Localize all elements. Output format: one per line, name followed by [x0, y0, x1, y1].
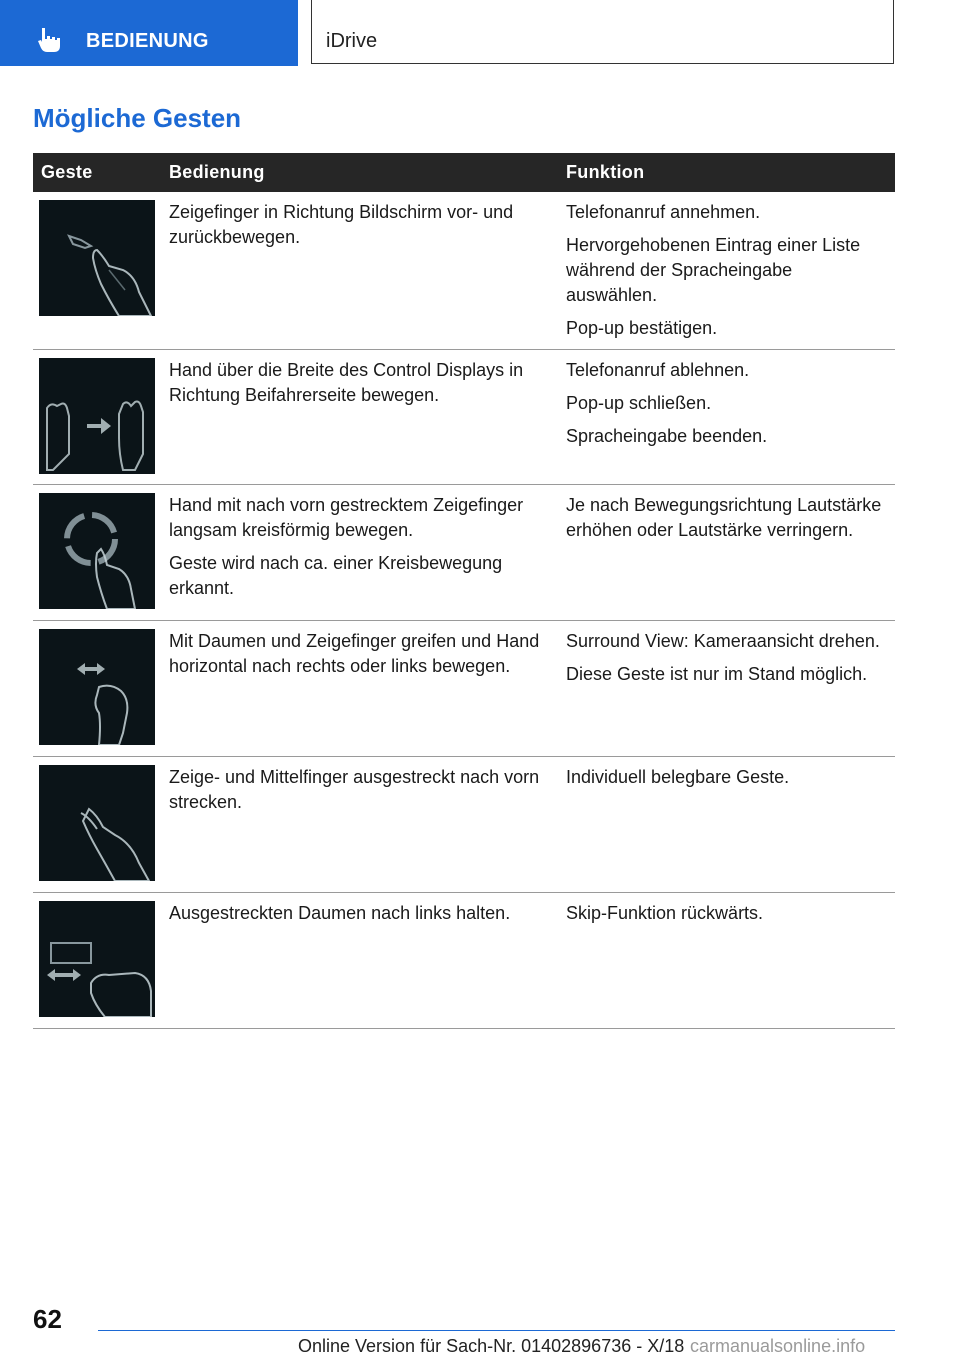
operation-text: Zeige- und Mittelfinger ausgestreckt nach vorn strecken. — [169, 767, 540, 812]
pinch-move-horizontal-icon — [39, 629, 155, 745]
function-text: Telefonanruf ablehnen. — [566, 360, 750, 380]
chapter-label: iDrive — [326, 30, 378, 52]
function-text: Hervorgehobenen Eintrag einer Liste während der Spracheingabe auswählen. — [566, 235, 861, 305]
operation-text: Geste wird nach ca. einer Kreisbewegung erkannt. — [169, 553, 503, 598]
hand-swipe-right-icon — [39, 358, 155, 474]
function-text: Je nach Bewegungsrichtung Lautstärke erhöhen oder Lautstärke verringern. — [566, 495, 882, 540]
gesture-image-cell — [33, 757, 161, 893]
function-cell — [558, 757, 895, 893]
footer-divider — [98, 1330, 895, 1331]
gesture-image-cell — [33, 893, 161, 1029]
function-text: Pop-up schließen. — [566, 393, 712, 413]
table-row — [33, 621, 895, 757]
page-header — [0, 0, 960, 66]
function-cell — [558, 485, 895, 621]
table-row — [33, 350, 895, 485]
header-geste: Geste — [33, 153, 161, 192]
operation-text: Ausgestreckten Daumen nach links halten. — [169, 903, 511, 923]
operation-cell — [161, 192, 558, 350]
gesture-image-cell — [33, 192, 161, 350]
function-cell — [558, 621, 895, 757]
function-text: Skip-Funktion rückwärts. — [566, 903, 764, 923]
operation-cell — [161, 350, 558, 485]
page-number: 62 — [33, 1304, 62, 1334]
function-text: Individuell belegbare Geste. — [566, 767, 790, 787]
footer-watermark: carmanualsonline.info — [690, 1336, 866, 1356]
thumb-left-icon — [39, 901, 155, 1017]
function-text: Pop-up bestätigen. — [566, 318, 718, 338]
gestures-table — [33, 153, 895, 1029]
table-row — [33, 893, 895, 1029]
operation-text: Hand mit nach vorn gestrecktem Zeigefinger langsam kreisförmig bewegen. — [169, 495, 524, 540]
function-text: Spracheingabe beenden. — [566, 426, 768, 446]
function-cell — [558, 893, 895, 1029]
finger-circle-icon — [39, 493, 155, 609]
two-fingers-forward-icon — [39, 765, 155, 881]
table-row — [33, 485, 895, 621]
table-row — [33, 757, 895, 893]
function-text: Diese Geste ist nur im Stand möglich. — [566, 664, 868, 684]
section-label: BEDIENUNG — [86, 30, 209, 52]
table-row — [33, 192, 895, 350]
page-title: Mögliche Gesten — [33, 103, 242, 133]
footer-text: Online Version für Sach-Nr. 01402896736 - X/18 — [298, 1336, 685, 1356]
operation-text: Mit Daumen und Zeigefinger greifen und Hand horizontal nach rechts oder links bewegen. — [169, 631, 540, 676]
hand-pointer-icon — [36, 26, 66, 54]
function-cell — [558, 350, 895, 485]
chapter-box — [311, 0, 894, 64]
function-cell — [558, 192, 895, 350]
gesture-image-cell — [33, 485, 161, 621]
operation-cell — [161, 485, 558, 621]
section-tab — [0, 0, 298, 66]
table-header — [33, 153, 895, 192]
operation-cell — [161, 893, 558, 1029]
operation-text: Hand über die Breite des Control Displays in Richtung Beifahrerseite bewegen. — [169, 360, 524, 405]
header-bedienung: Bedienung — [161, 153, 558, 192]
gesture-image-cell — [33, 621, 161, 757]
header-funktion: Funktion — [558, 153, 895, 192]
operation-cell — [161, 757, 558, 893]
operation-text: Zeigefinger in Richtung Bildschirm vor- und zurückbewegen. — [169, 202, 514, 247]
gesture-image-cell — [33, 350, 161, 485]
finger-forward-back-icon — [39, 200, 155, 316]
function-text: Surround View: Kameraansicht drehen. — [566, 631, 880, 651]
operation-cell — [161, 621, 558, 757]
function-text: Telefonanruf annehmen. — [566, 202, 761, 222]
